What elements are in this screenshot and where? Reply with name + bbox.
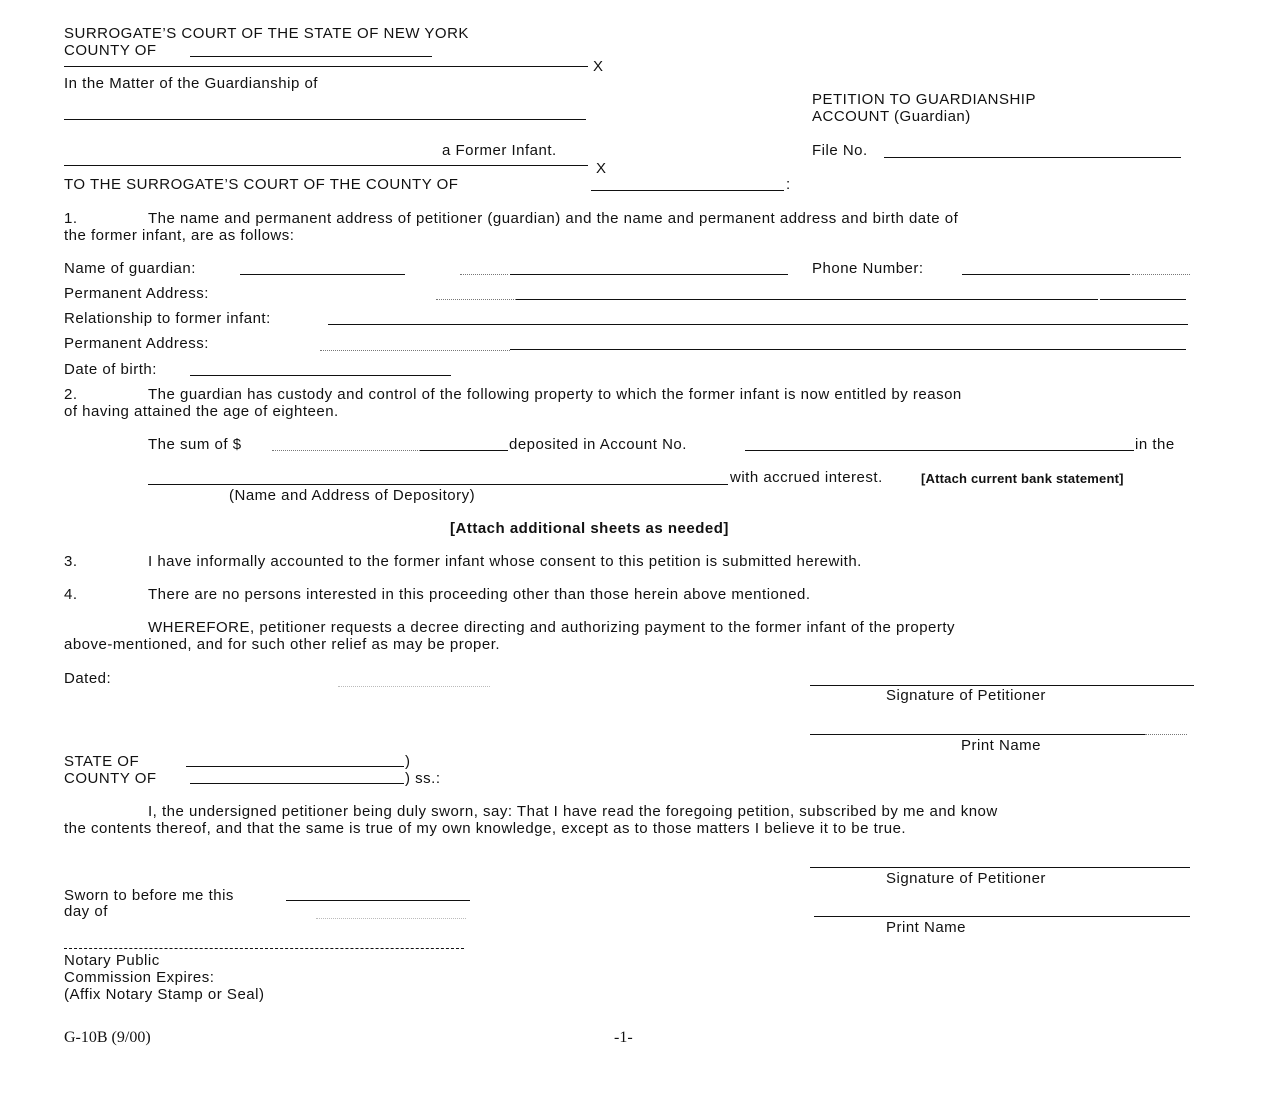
sum-label: The sum of $: [148, 436, 242, 453]
state-field[interactable]: [186, 766, 404, 767]
print-name-line[interactable]: [810, 734, 1145, 735]
signature-line-2[interactable]: [810, 867, 1190, 868]
item-1-text: The name and permanent address of petitioner (guardian) and the name and permanent address and birth date of: [148, 210, 959, 227]
depository-field[interactable]: [148, 484, 728, 485]
item-number: 2.: [64, 386, 78, 403]
state-of-label: STATE OF: [64, 753, 140, 770]
day-of-label: day of: [64, 903, 108, 920]
scan-speck: [1132, 274, 1190, 275]
depository-caption: (Name and Address of Depository): [229, 487, 476, 504]
bracket: ): [405, 753, 411, 770]
in-the-label: in the: [1135, 436, 1175, 453]
relationship-label: Relationship to former infant:: [64, 310, 271, 327]
wherefore-text: WHEREFORE, petitioner requests a decree directing and authorizing payment to the former infant of the property: [148, 619, 956, 636]
cross-mark: X: [596, 160, 607, 177]
petition-subtitle: ACCOUNT (Guardian): [812, 108, 971, 125]
perm-address-label: Permanent Address:: [64, 285, 209, 302]
notary-signature-line[interactable]: [64, 948, 464, 949]
matter-caption: In the Matter of the Guardianship of: [64, 75, 318, 92]
scan-speck: [272, 450, 420, 451]
ss-label: ) ss.:: [405, 770, 441, 787]
item-3-text: I have informally accounted to the former infant whose consent to this petition is submitted herewith.: [148, 553, 862, 570]
signature-line[interactable]: [810, 685, 1194, 686]
court-county-field[interactable]: [591, 190, 784, 191]
infant-address-label: Permanent Address:: [64, 335, 209, 352]
notary-label: Notary Public: [64, 952, 160, 969]
former-infant-label: a Former Infant.: [442, 142, 557, 159]
venue-county-field[interactable]: [190, 783, 404, 784]
item-1-text-cont: the former infant, are as follows:: [64, 227, 295, 244]
scan-speck: [460, 274, 508, 275]
to-court-line: TO THE SURROGATE’S COURT OF THE COUNTY OF: [64, 176, 459, 193]
file-no-label: File No.: [812, 142, 868, 159]
attach-sheets-note: [Attach additional sheets as needed]: [450, 520, 729, 537]
scan-speck: [338, 686, 490, 687]
colon: :: [786, 176, 791, 193]
guardian-address-field-2[interactable]: [1100, 299, 1186, 300]
scan-speck: [1145, 734, 1187, 735]
dob-field[interactable]: [190, 375, 451, 376]
sum-field[interactable]: [420, 450, 508, 451]
sworn-day-field[interactable]: [286, 900, 470, 901]
county-field[interactable]: [190, 56, 432, 57]
page-number: -1-: [614, 1029, 633, 1046]
item-2-text-cont: of having attained the age of eighteen.: [64, 403, 339, 420]
phone-label: Phone Number:: [812, 260, 924, 277]
print-name-caption: Print Name: [961, 737, 1042, 754]
dated-label: Dated:: [64, 670, 112, 687]
scan-speck: [316, 918, 466, 919]
petition-title: PETITION TO GUARDIANSHIP: [812, 91, 1036, 108]
file-no-field[interactable]: [884, 157, 1181, 158]
caption-top-line: [64, 66, 588, 67]
signature-caption-2: Signature of Petitioner: [886, 870, 1046, 887]
dob-label: Date of birth:: [64, 361, 157, 378]
guardian-name-field-2[interactable]: [510, 274, 788, 275]
item-4-text: There are no persons interested in this proceeding other than those herein above mentioned.: [148, 586, 811, 603]
cross-mark: X: [593, 58, 604, 75]
item-number: 4.: [64, 586, 78, 603]
item-number: 3.: [64, 553, 78, 570]
caption-bottom-line: [64, 165, 588, 166]
print-name-caption-2: Print Name: [886, 919, 967, 936]
signature-caption: Signature of Petitioner: [886, 687, 1046, 704]
sworn-label: Sworn to before me this: [64, 887, 234, 904]
oath-text-cont: the contents thereof, and that the same is true of my own knowledge, except as to those matters I believe it to be true.: [64, 820, 907, 837]
venue-county-label: COUNTY OF: [64, 770, 157, 787]
deposited-label: deposited in Account No.: [509, 436, 687, 453]
oath-text: I, the undersigned petitioner being duly sworn, say: That I have read the foregoing petition, subscribed by me and know: [148, 803, 998, 820]
affix-seal-label: (Affix Notary Stamp or Seal): [64, 986, 265, 1003]
account-no-field[interactable]: [745, 450, 1134, 451]
phone-field[interactable]: [962, 274, 1130, 275]
print-name-line-2[interactable]: [814, 916, 1190, 917]
item-2-text: The guardian has custody and control of the following property to which the former infant is now entitled by reason: [148, 386, 962, 403]
commission-label: Commission Expires:: [64, 969, 215, 986]
guardian-address-field[interactable]: [516, 299, 1098, 300]
county-label: COUNTY OF: [64, 42, 157, 59]
wherefore-text-cont: above-mentioned, and for such other relief as may be proper.: [64, 636, 501, 653]
infant-address-field[interactable]: [510, 349, 1186, 350]
attach-statement-note: [Attach current bank statement]: [921, 471, 1124, 486]
scan-speck: [436, 299, 516, 300]
ward-name-field[interactable]: [64, 119, 586, 120]
form-id: G-10B (9/00): [64, 1029, 151, 1046]
relationship-field[interactable]: [328, 324, 1188, 325]
court-title: SURROGATE’S COURT OF THE STATE OF NEW YORK: [64, 25, 469, 42]
guardian-name-field[interactable]: [240, 274, 405, 275]
accrued-label: with accrued interest.: [730, 469, 883, 486]
item-number: 1.: [64, 210, 78, 227]
guardian-name-label: Name of guardian:: [64, 260, 196, 277]
scan-speck: [320, 350, 510, 351]
